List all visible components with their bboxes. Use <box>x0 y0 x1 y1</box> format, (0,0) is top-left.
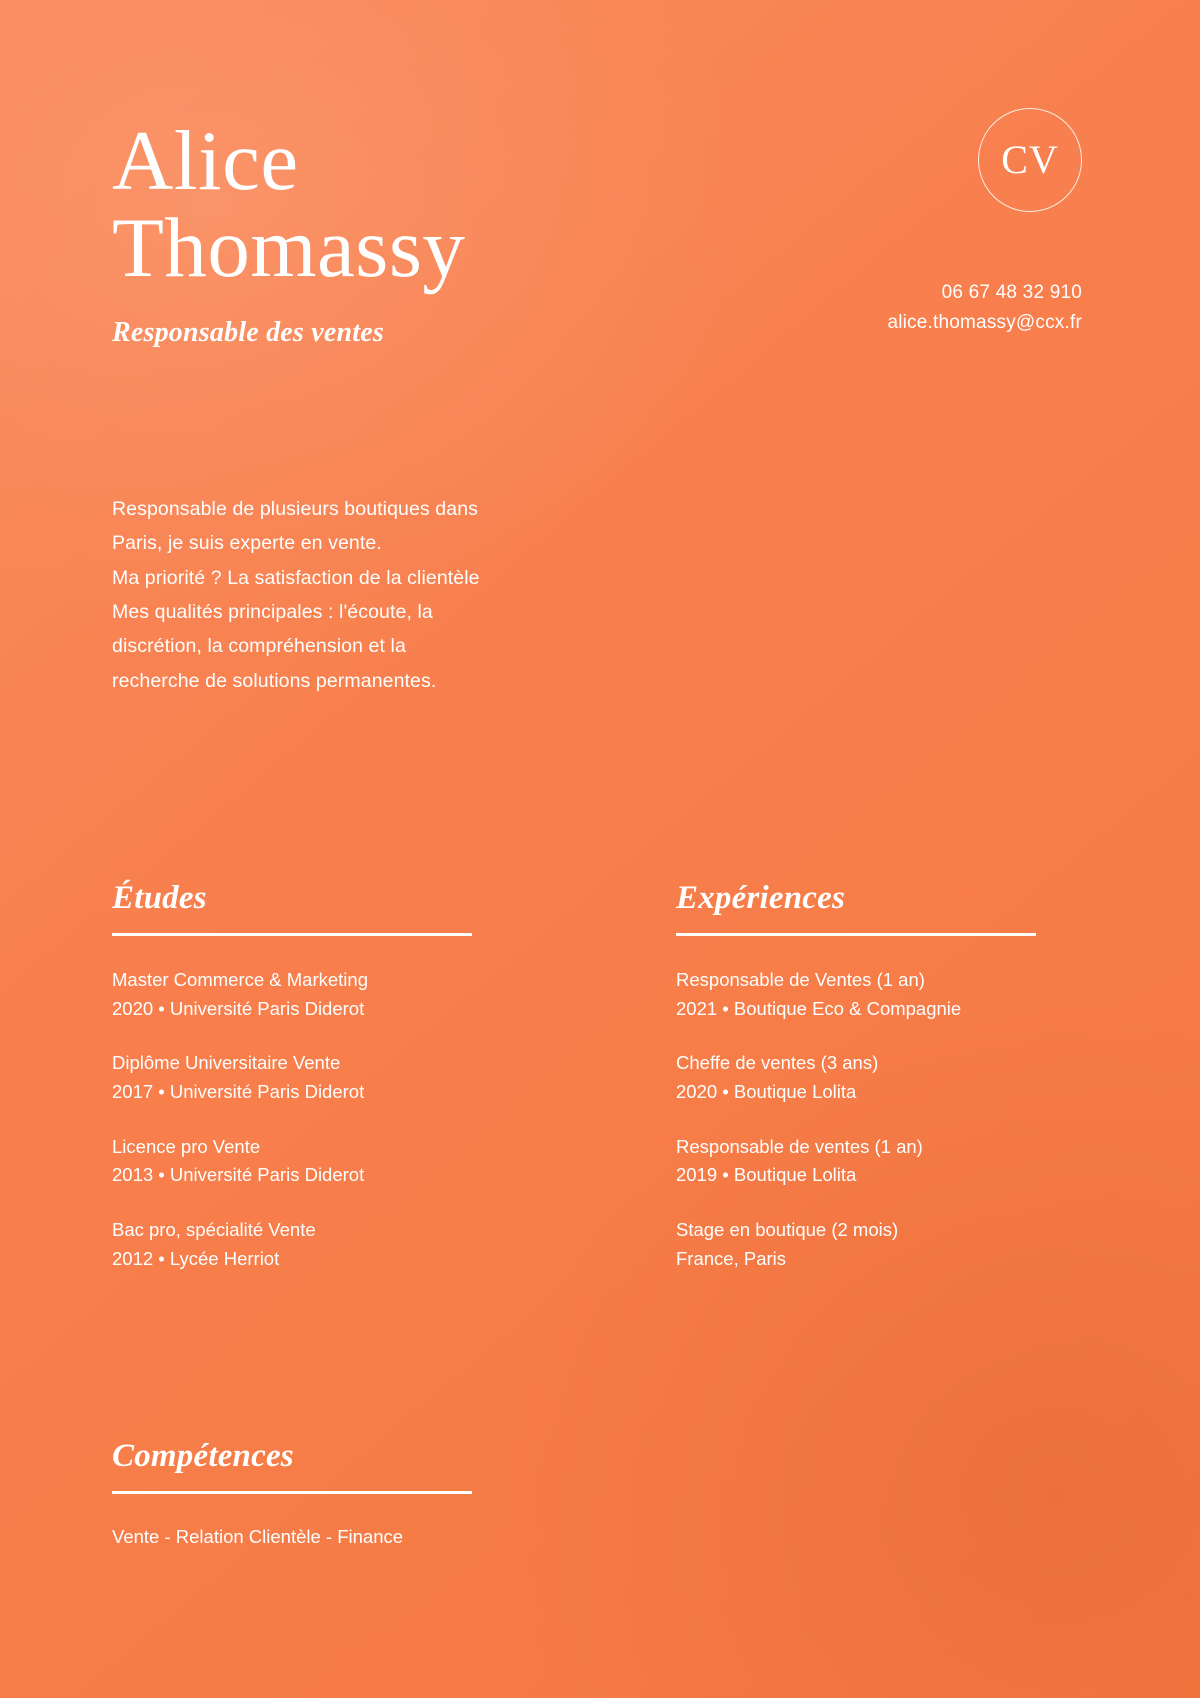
summary-line-1: Responsable de plusieurs boutiques dans <box>112 498 478 520</box>
education-entry-title: Bac pro, spécialité Vente <box>112 1219 316 1241</box>
contact-block <box>887 278 1082 339</box>
skills-list: Vente - Relation Clientèle - Finance <box>112 1526 404 1547</box>
education-entry-detail: 2020 • Université Paris Diderot <box>112 997 365 1019</box>
education-entry <box>112 1133 512 1190</box>
cv-badge-label: CV <box>1001 137 1059 182</box>
education-entry-title: Licence pro Vente <box>112 1135 261 1157</box>
experience-entry-detail: 2019 • Boutique Lolita <box>676 1164 857 1186</box>
summary-block <box>112 492 632 698</box>
phone-number: 06 67 48 32 910 <box>941 282 1082 303</box>
experience-entry-detail: France, Paris <box>676 1247 787 1269</box>
first-name: Alice <box>112 114 299 208</box>
experience-entry <box>676 1216 1076 1273</box>
section-skills <box>112 1438 512 1552</box>
education-entry-title: Master Commerce & Marketing <box>112 969 368 990</box>
education-entry <box>112 966 512 1023</box>
education-entry <box>112 1216 512 1273</box>
name-block <box>112 114 732 349</box>
summary-line-4: Mes qualités principales : l'écoute, la <box>112 600 433 623</box>
experience-entry-title: Responsable de ventes (1 an) <box>676 1135 923 1157</box>
section-divider-experience <box>676 933 1036 936</box>
experience-entry-title: Stage en boutique (2 mois) <box>676 1219 899 1241</box>
section-title-education: Études <box>112 880 207 916</box>
education-entry <box>112 1049 512 1106</box>
last-name: Thomassy <box>112 200 466 295</box>
summary-line-2: Paris, je suis experte en vente. <box>112 532 382 555</box>
email-address: alice.thomassy@ccx.fr <box>887 312 1082 334</box>
education-entry-detail: 2013 • Université Paris Diderot <box>112 1164 365 1186</box>
education-entry-title: Diplôme Universitaire Vente <box>112 1052 341 1074</box>
job-title: Responsable des ventes <box>112 317 384 349</box>
page-title <box>112 114 732 295</box>
experience-entry-detail: 2020 • Boutique Lolita <box>676 1081 857 1103</box>
summary-line-3: Ma priorité ? La satisfaction de la clientèle <box>112 566 480 589</box>
experience-entry-title: Responsable de Ventes (1 an) <box>676 969 925 990</box>
section-divider-education <box>112 933 472 936</box>
experience-entry <box>676 1049 1076 1106</box>
summary-line-5: discrétion, la compréhension et la <box>112 635 406 658</box>
experience-entry-title: Cheffe de ventes (3 ans) <box>676 1052 879 1074</box>
section-title-skills: Compétences <box>112 1438 294 1474</box>
education-entry-detail: 2017 • Université Paris Diderot <box>112 1081 365 1103</box>
education-entry-detail: 2012 • Lycée Herriot <box>112 1247 280 1269</box>
summary-line-6: recherche de solutions permanentes. <box>112 669 437 692</box>
section-education <box>112 880 512 1299</box>
cv-badge <box>978 108 1082 212</box>
experience-entry <box>676 1133 1076 1190</box>
section-title-experience: Expériences <box>676 880 846 916</box>
section-divider-skills <box>112 1491 472 1494</box>
section-experience <box>676 880 1076 1299</box>
experience-entry-detail: 2021 • Boutique Eco & Compagnie <box>676 997 962 1019</box>
experience-entry <box>676 966 1076 1023</box>
